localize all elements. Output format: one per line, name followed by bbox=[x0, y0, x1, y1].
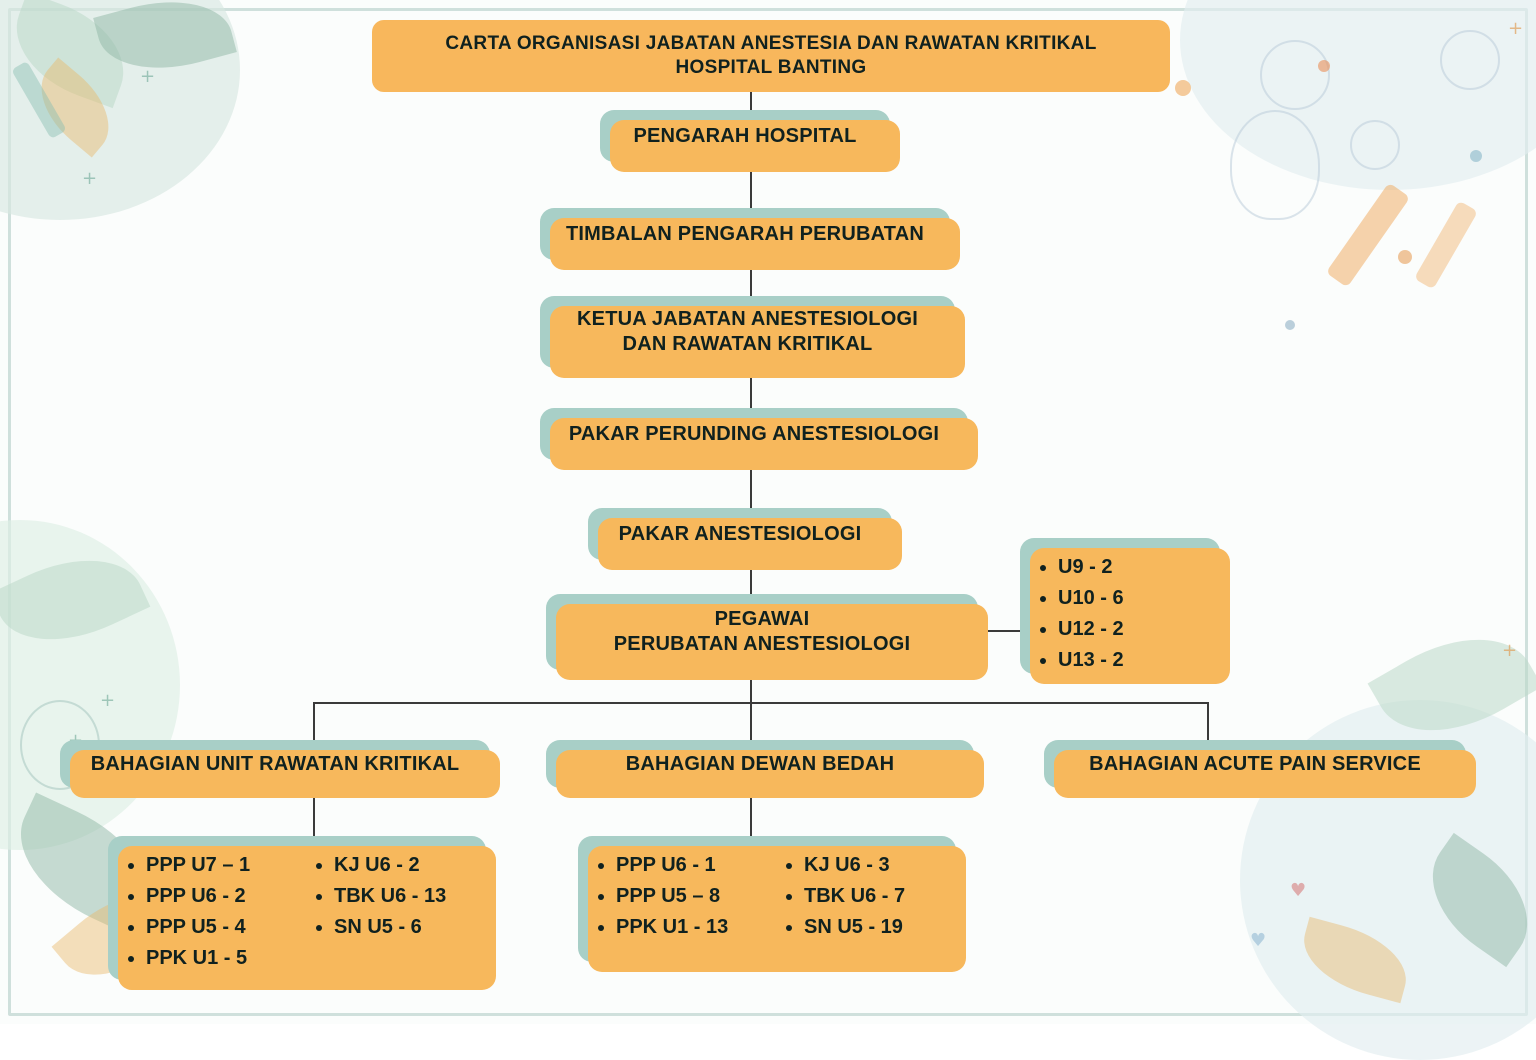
list-item: • U12 - 2 bbox=[1058, 614, 1124, 645]
list-item: • KJ U6 - 2 bbox=[334, 850, 474, 881]
list-pegawai-grades bbox=[1020, 538, 1220, 674]
list-item: • SN U5 - 19 bbox=[804, 912, 944, 943]
list-item: • U10 - 6 bbox=[1058, 583, 1124, 614]
node-label-line2: DAN RAWATAN KRITIKAL bbox=[622, 333, 873, 355]
node-label: BAHAGIAN DEWAN BEDAH bbox=[625, 752, 895, 775]
node-pakar-perunding-anestesiologi[interactable] bbox=[540, 408, 968, 460]
node-pengarah-hospital[interactable] bbox=[600, 110, 890, 162]
node-label: BAHAGIAN UNIT RAWATAN KRITIKAL bbox=[90, 752, 460, 775]
node-label: PAKAR PERUNDING ANESTESIOLOGI bbox=[568, 422, 940, 445]
list-dewan-bedah-staff bbox=[578, 836, 956, 962]
node-label: BAHAGIAN ACUTE PAIN SERVICE bbox=[1089, 752, 1421, 775]
list-item: • PPP U6 - 1 bbox=[616, 850, 768, 881]
connector-line bbox=[750, 702, 752, 740]
node-pegawai-perubatan-anestesiologi[interactable] bbox=[546, 594, 978, 670]
node-ketua-jabatan[interactable] bbox=[540, 296, 955, 368]
list-item: • PPP U7 – 1 bbox=[146, 850, 298, 881]
node-timbalan-pengarah-perubatan[interactable] bbox=[540, 208, 950, 260]
chart-title bbox=[372, 20, 1170, 92]
node-label: PENGARAH HOSPITAL bbox=[633, 124, 857, 147]
list-item: • PPP U6 - 2 bbox=[146, 881, 298, 912]
list-item: • U9 - 2 bbox=[1058, 552, 1124, 583]
staff-list-column-1 bbox=[116, 850, 298, 969]
node-bahagian-acute-pain-service[interactable] bbox=[1044, 740, 1466, 788]
node-bahagian-dewan-bedah[interactable] bbox=[546, 740, 974, 788]
node-label-line1: PEGAWAI bbox=[714, 608, 810, 630]
node-label-line1: KETUA JABATAN ANESTESIOLOGI bbox=[577, 308, 918, 330]
list-item: • PPP U5 - 4 bbox=[146, 912, 298, 943]
node-label: PAKAR ANESTESIOLOGI bbox=[618, 522, 862, 545]
sparkle-icon: + bbox=[100, 690, 116, 711]
chart-title-line2: HOSPITAL BANTING bbox=[675, 57, 867, 78]
list-item: • PPP U5 – 8 bbox=[616, 881, 768, 912]
list-item: • PPK U1 - 13 bbox=[616, 912, 768, 943]
staff-list-column-2 bbox=[304, 850, 474, 966]
list-item: • TBK U6 - 7 bbox=[804, 881, 944, 912]
list-item: • TBK U6 - 13 bbox=[334, 881, 474, 912]
connector-line bbox=[1207, 702, 1209, 740]
staff-list-column-1 bbox=[586, 850, 768, 948]
chart-title-line1: CARTA ORGANISASI JABATAN ANESTESIA DAN RAWATAN KRITIKAL bbox=[445, 33, 1097, 55]
list-unit-rawatan-kritikal-staff bbox=[108, 836, 486, 980]
list-item: • PPK U1 - 5 bbox=[146, 943, 298, 974]
sparkle-icon: + bbox=[1502, 640, 1518, 661]
staff-list-column-2 bbox=[774, 850, 944, 948]
sparkle-icon: + bbox=[82, 168, 98, 189]
sparkle-icon: + bbox=[1508, 18, 1524, 39]
node-label: TIMBALAN PENGARAH PERUBATAN bbox=[566, 222, 924, 245]
list-item: • KJ U6 - 3 bbox=[804, 850, 944, 881]
connector-line bbox=[313, 702, 315, 740]
grade-list bbox=[1028, 552, 1124, 671]
node-label-line2: PERUBATAN ANESTESIOLOGI bbox=[613, 633, 911, 655]
list-item: • SN U5 - 6 bbox=[334, 912, 474, 943]
node-bahagian-unit-rawatan-kritikal[interactable] bbox=[60, 740, 490, 788]
sparkle-icon: ♥ bbox=[1250, 930, 1267, 951]
connector-line bbox=[313, 702, 1208, 704]
node-pakar-anestesiologi[interactable] bbox=[588, 508, 892, 560]
list-item: • U13 - 2 bbox=[1058, 645, 1124, 676]
sparkle-icon: + bbox=[140, 66, 156, 87]
sparkle-icon: ♥ bbox=[1290, 880, 1307, 901]
